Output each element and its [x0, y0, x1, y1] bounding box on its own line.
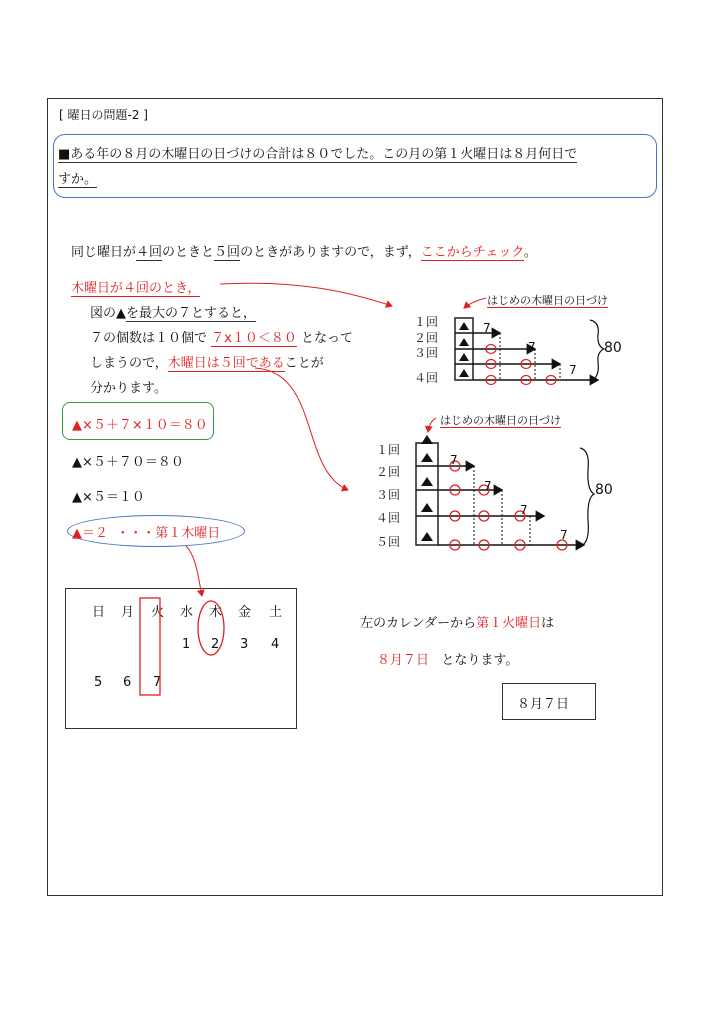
bottom-diagram-structure	[416, 443, 584, 545]
case4-line-2: ７の個数は１０個で ７x１０＜８０ となって	[90, 331, 354, 346]
bottom-seven-3: 7	[560, 528, 568, 542]
calendar-day: 1	[182, 637, 191, 652]
case4-line-4: 分かります。	[90, 381, 167, 396]
bottom-diagram-circles	[450, 461, 567, 550]
diagram-bottom-row-label: ２回	[376, 465, 401, 479]
diagram-top-row-label: ２回	[414, 331, 439, 345]
calendar-header: 水	[180, 605, 194, 620]
question-line-2: すか。	[58, 172, 98, 187]
diagram-bottom-row-label: ３回	[376, 488, 401, 502]
case4-line-1: 図の▲を最大の７とすると，	[90, 306, 257, 321]
equation-4: ▲＝２ ・・・第１木曜日	[72, 526, 221, 541]
calendar-day: 5	[94, 675, 103, 690]
diagram-bottom-row-label: １回	[376, 443, 401, 457]
calendar-day: 4	[271, 637, 280, 652]
top-diagram-label: はじめの木曜日の日づけ	[487, 294, 608, 307]
intro-line: 同じ曜日が４回のときと５回のときがありますので，まず，ここからチェック。	[71, 245, 537, 260]
bottom-seven-2: 7	[520, 503, 528, 517]
arrow-to-top-diagram	[220, 283, 392, 306]
diagram-bottom-row-label: ４回	[376, 511, 401, 525]
calendar-day: 2	[211, 637, 220, 652]
thursday-highlight	[198, 601, 224, 655]
bottom-seven-4: 7	[450, 453, 458, 467]
calendar-header: 土	[269, 605, 283, 620]
bottom-seven-1: 7	[484, 479, 492, 493]
arrow-to-calendar	[186, 546, 202, 596]
calendar-header: 日	[92, 605, 106, 620]
top-sum: 80	[604, 340, 622, 356]
case4-heading: 木曜日が４回のとき，	[71, 281, 201, 296]
equation-3: ▲×５＝１０	[72, 490, 145, 505]
bottom-brace	[580, 448, 594, 546]
calendar-day: 6	[123, 675, 132, 690]
bottom-sum: 80	[595, 482, 613, 498]
calendar-header: 月	[121, 605, 135, 620]
problem-title: [ 曜日の問題-2 ]	[59, 108, 148, 122]
diagram-bottom-row-label: ５回	[376, 535, 401, 549]
check-here-text: ここからチェック	[420, 245, 524, 260]
calendar-header: 火	[151, 605, 165, 620]
top-seven-2: 7	[528, 340, 536, 354]
arrow-to-bottom-diagram	[255, 368, 348, 490]
diagram-top-row-label: ４回	[414, 371, 439, 385]
equation-1: ▲×５＋７×１０＝８０	[72, 418, 208, 433]
bottom-label-arrow	[428, 418, 436, 432]
tuesday-column-highlight	[140, 598, 160, 695]
bottom-diagram-label: はじめの木曜日の日づけ	[440, 414, 561, 427]
top-seven-3: 7	[569, 363, 577, 377]
equation-2: ▲×５＋７０＝８０	[72, 455, 184, 470]
result-line-1: 左のカレンダーから第１火曜日は	[360, 616, 555, 631]
result-line-2: ８月７日 となります。	[377, 653, 519, 668]
calendar-day: 7	[153, 675, 162, 690]
diagram-top-row-label: １回	[414, 315, 439, 329]
diagram-top-row-label: ３回	[414, 346, 439, 360]
answer-text: ８月７日	[517, 697, 570, 712]
calendar-day: 3	[240, 637, 249, 652]
calendar-header: 木	[209, 605, 223, 620]
calendar-header: 金	[238, 605, 252, 620]
case4-line-3: しまうので，木曜日は５回であることが	[90, 356, 324, 371]
question-line-1: ■ある年の８月の木曜日の日づけの合計は８０でした。この月の第１火曜日は８月何日で	[58, 147, 578, 162]
top-label-arrow	[464, 298, 486, 308]
bottom-diagram-triangles	[421, 435, 433, 541]
top-seven-1: 7	[483, 321, 491, 335]
top-brace	[590, 320, 604, 381]
